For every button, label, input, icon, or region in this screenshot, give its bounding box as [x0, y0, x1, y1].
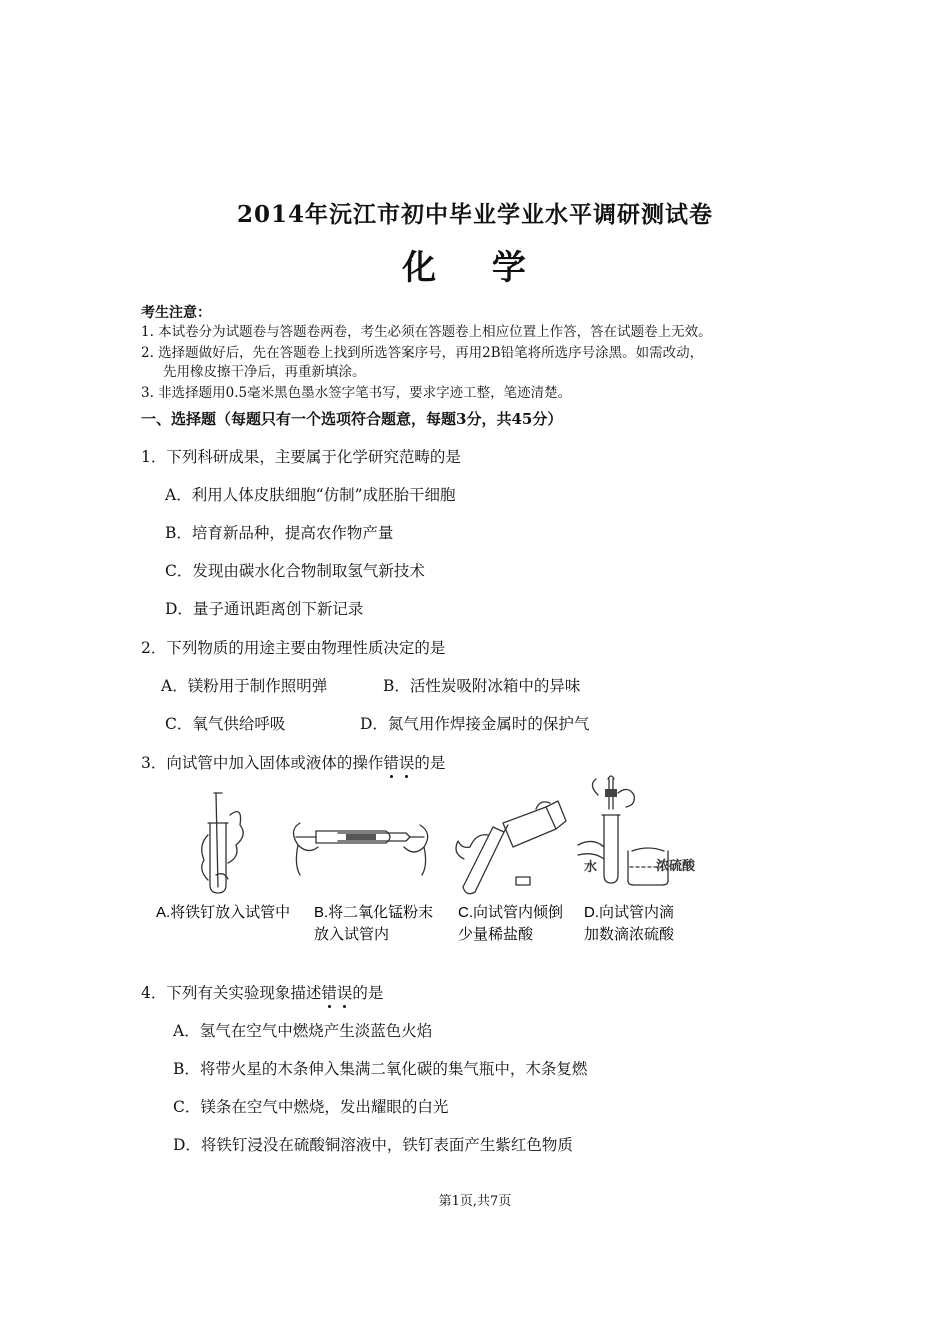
notice-heading: 考生注意： — [141, 305, 211, 321]
caption-c-line1: C.向试管内倾倒 — [458, 904, 564, 921]
exam-title: 2014年沅江市初中毕业学业水平调研测试卷 — [236, 201, 713, 228]
question-4-option-b: B．将带火星的木条伸入集满二氧化碳的集气瓶中，木条复燃 — [173, 1060, 588, 1078]
notice-item-2: 2. 选择题做好后，先在答题卷上找到所选答案序号，再用2B铅笔将所选序号涂黑。如需改动， — [141, 345, 704, 361]
figure-c-pouring — [456, 801, 566, 894]
question-3-stem-post: 的是 — [414, 754, 446, 772]
question-4-option-c: C．镁条在空气中燃烧，发出耀眼的白光 — [173, 1098, 449, 1116]
emphasis-char: 误 — [398, 754, 415, 772]
figure-a-test-tube — [202, 793, 243, 893]
caption-b-line2: 放入试管内 — [314, 926, 390, 943]
emphasis-char: 错 — [321, 984, 337, 1002]
question-1-stem: 1．下列科研成果，主要属于化学研究范畴的是 — [141, 448, 461, 466]
question-2-stem: 2．下列物质的用途主要由物理性质决定的是 — [141, 639, 446, 657]
caption-a: A.将铁钉放入试管中 — [156, 904, 291, 921]
emphasis-char: 错 — [383, 754, 399, 772]
question-2-option-d: D．氮气用作焊接金属时的保护气 — [360, 715, 590, 733]
page-footer: 第1页,共7页 — [438, 1194, 512, 1209]
caption-b-line1: B.将二氧化锰粉末 — [314, 904, 434, 921]
question-1-option-c: C．发现由碳水化合物制取氢气新技术 — [165, 562, 425, 580]
label-conc-sulfuric-acid: 浓硫酸 — [656, 858, 696, 873]
question-2-option-c: C．氧气供给呼吸 — [165, 715, 286, 733]
notice-item-3: 3. 非选择题用0.5毫米黑色墨水签字笔书写，要求字迹工整，笔迹清楚。 — [141, 385, 572, 401]
question-4-stem-pre: 4．下列有关实验现象描述 — [141, 984, 322, 1002]
question-2-option-a: A．镁粉用于制作照明弹 — [161, 677, 328, 695]
lab-operations-figure — [148, 775, 708, 950]
question-4-stem-post: 的是 — [352, 984, 384, 1002]
caption-c-line2: 少量稀盐酸 — [458, 926, 534, 943]
question-1-option-d: D．量子通讯距离创下新记录 — [165, 600, 364, 618]
question-4-option-d: D．将铁钉浸没在硫酸铜溶液中，铁钉表面产生紫红色物质 — [173, 1136, 573, 1154]
question-3-stem — [141, 751, 445, 773]
section-heading: 一、选择题（每题只有一个选项符合题意，每题3分，共45分） — [141, 410, 563, 428]
notice-item-2-cont: 先用橡皮擦干净后，再重新填涂。 — [163, 364, 366, 380]
caption-d-line1: D.向试管内滴 — [584, 904, 675, 921]
question-1-option-b: B．培育新品种，提高农作物产量 — [165, 524, 394, 542]
question-4-option-a: A．氢气在空气中燃烧产生淡蓝色火焰 — [173, 1022, 433, 1040]
caption-d-line2: 加数滴浓硫酸 — [584, 926, 675, 943]
subject-title: 化 学 — [402, 248, 548, 288]
question-3-stem-pre: 3．向试管中加入固体或液体的操作 — [141, 754, 384, 772]
question-4-stem — [141, 981, 383, 1003]
label-water: 水 — [584, 859, 598, 874]
notice-item-1: 1. 本试卷分为试题卷与答题卷两卷，考生必须在答题卷上相应位置上作答，答在试题卷上无效。 — [141, 324, 712, 340]
question-2-option-b: B．活性炭吸附冰箱中的异味 — [383, 677, 581, 695]
question-1-option-a: A．利用人体皮肤细胞“仿制”成胚胎干细胞 — [165, 486, 456, 504]
figure-b-horizontal-tube — [293, 823, 427, 875]
emphasis-char: 误 — [336, 984, 353, 1002]
